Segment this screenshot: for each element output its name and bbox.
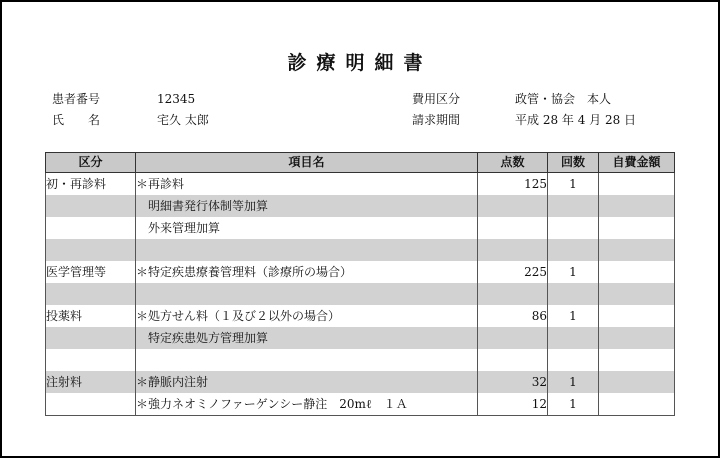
document-title: 診療明細書 bbox=[287, 52, 433, 74]
row-item: ＊処方せん料（１及び２以外の場合） bbox=[136, 305, 478, 327]
column-header-category: 区分 bbox=[46, 153, 136, 173]
cost-class-value: 政管・協会 本人 bbox=[515, 92, 612, 106]
column-header-points: 点数 bbox=[478, 153, 548, 173]
row-category bbox=[46, 327, 136, 349]
row-self-pay bbox=[599, 393, 675, 416]
row-item: ＊特定疾患療養管理料（診療所の場合） bbox=[136, 261, 478, 283]
row-points: 125 bbox=[478, 173, 548, 196]
billing-period-label: 請求期間 bbox=[412, 113, 461, 127]
table-row bbox=[46, 371, 675, 393]
row-category: 注射料 bbox=[46, 371, 136, 393]
patient-name-value: 宅久 太郎 bbox=[157, 113, 209, 127]
row-count: 1 bbox=[548, 173, 599, 196]
row-category: 初・再診料 bbox=[46, 173, 136, 196]
row-self-pay bbox=[599, 371, 675, 393]
row-count: 1 bbox=[548, 393, 599, 416]
row-item: 明細書発行体制等加算 bbox=[136, 195, 478, 217]
row-count bbox=[548, 283, 599, 305]
row-self-pay bbox=[599, 261, 675, 283]
row-category bbox=[46, 393, 136, 416]
row-category bbox=[46, 283, 136, 305]
row-self-pay bbox=[599, 195, 675, 217]
row-points bbox=[478, 195, 548, 217]
table-row bbox=[46, 239, 675, 261]
patient-number-value: 12345 bbox=[157, 92, 196, 106]
patient-number-label: 患者番号 bbox=[52, 92, 101, 106]
cost-class-label: 費用区分 bbox=[412, 92, 461, 106]
row-item: 特定疾患処方管理加算 bbox=[136, 327, 478, 349]
row-category bbox=[46, 349, 136, 371]
row-points bbox=[478, 327, 548, 349]
patient-name-label: 氏 名 bbox=[52, 113, 101, 127]
billing-period-value: 平成 28 年 4 月 28 日 bbox=[515, 113, 637, 127]
row-count bbox=[548, 217, 599, 239]
row-category bbox=[46, 217, 136, 239]
row-points bbox=[478, 239, 548, 261]
row-points: 86 bbox=[478, 305, 548, 327]
row-points: 12 bbox=[478, 393, 548, 416]
row-count bbox=[548, 349, 599, 371]
row-item bbox=[136, 283, 478, 305]
row-points bbox=[478, 349, 548, 371]
row-category: 医学管理等 bbox=[46, 261, 136, 283]
row-item bbox=[136, 349, 478, 371]
row-item: ＊静脈内注射 bbox=[136, 371, 478, 393]
row-self-pay bbox=[599, 283, 675, 305]
row-item bbox=[136, 239, 478, 261]
row-points bbox=[478, 217, 548, 239]
table-row bbox=[46, 283, 675, 305]
row-points: 32 bbox=[478, 371, 548, 393]
table-row bbox=[46, 327, 675, 349]
row-self-pay bbox=[599, 305, 675, 327]
table-row bbox=[46, 173, 675, 196]
row-self-pay bbox=[599, 239, 675, 261]
table-row bbox=[46, 393, 675, 416]
table-row bbox=[46, 195, 675, 217]
row-count bbox=[548, 239, 599, 261]
row-count bbox=[548, 327, 599, 349]
row-category bbox=[46, 195, 136, 217]
row-self-pay bbox=[599, 327, 675, 349]
table-row bbox=[46, 305, 675, 327]
row-category bbox=[46, 239, 136, 261]
row-item: ＊再診料 bbox=[136, 173, 478, 196]
row-count: 1 bbox=[548, 305, 599, 327]
row-points bbox=[478, 283, 548, 305]
row-count: 1 bbox=[548, 371, 599, 393]
table-row bbox=[46, 349, 675, 371]
row-self-pay bbox=[599, 217, 675, 239]
row-item: ＊強力ネオミノファーゲンシー静注 20mℓ １Ａ bbox=[136, 393, 478, 416]
billing-table bbox=[45, 152, 675, 416]
table-header-row bbox=[46, 153, 675, 173]
table-row bbox=[46, 217, 675, 239]
column-header-count: 回数 bbox=[548, 153, 599, 173]
row-count bbox=[548, 195, 599, 217]
row-category: 投薬料 bbox=[46, 305, 136, 327]
row-self-pay bbox=[599, 173, 675, 196]
row-self-pay bbox=[599, 349, 675, 371]
row-points: 225 bbox=[478, 261, 548, 283]
row-item: 外来管理加算 bbox=[136, 217, 478, 239]
row-count: 1 bbox=[548, 261, 599, 283]
column-header-self-pay: 自費金額 bbox=[599, 153, 675, 173]
table-row bbox=[46, 261, 675, 283]
column-header-item: 項目名 bbox=[136, 153, 478, 173]
